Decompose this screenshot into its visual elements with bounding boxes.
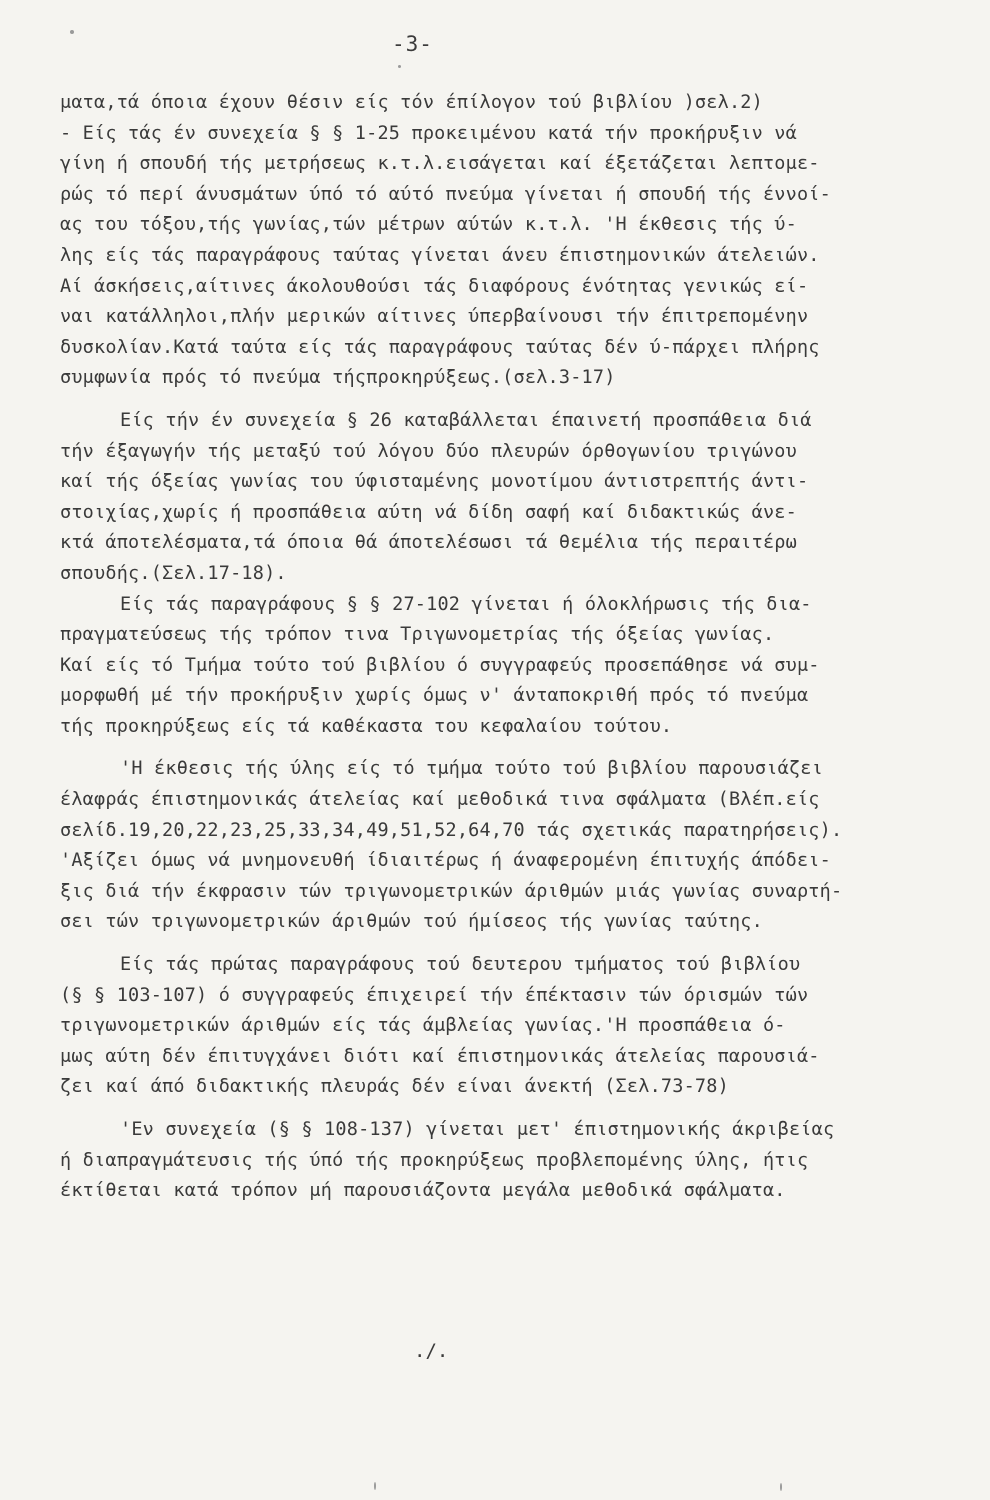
text-line: μορφωθή μέ τήν προκήρυξιν χωρίς όμως ν' άνταποκριθή πρός τό πνεύμα (60, 685, 809, 707)
text-line: ρώς τό περί άνυσμάτων ύπό τό αύτό πνεύμα γίνεται ή σπουδή τής έννοί- (60, 183, 831, 205)
scan-speck (374, 1482, 376, 1490)
text-line: σει τών τριγωνομετρικών άριθμών τού ήμίσεος τής γωνίας ταύτης. (60, 911, 763, 933)
text-line: (§ § 103-107) ό συγγραφεύς έπιχειρεί τήν έπέκτασιν τών όρισμών τών (60, 984, 809, 1006)
text-line: τήν έξαγωγήν τής μεταξύ τού λόγου δύο πλευρών όρθογωνίου τριγώνου (60, 440, 797, 462)
paragraph-5 (60, 950, 965, 1103)
text-line: συμφωνία πρός τό πνεύμα τήςπροκηρύξεως.(σελ.3-17) (60, 367, 616, 389)
text-line: ξις διά τήν έκφρασιν τών τριγωνομετρικών άριθμών μιάς γωνίας συναρτή- (60, 880, 843, 902)
text-line: στοιχίας,χωρίς ή προσπάθεια αύτη νά δίδη σαφή καί διδακτικώς άνε- (60, 501, 797, 523)
text-line: έκτίθεται κατά τρόπον μή παρουσιάζοντα μεγάλα μεθοδικά σφάλματα. (60, 1180, 786, 1202)
text-line: ζει καί άπό διδακτικής πλευράς δέν είναι άνεκτή (Σελ.73-78) (60, 1076, 729, 1098)
paragraph-6 (60, 1115, 965, 1207)
text-line: ματα,τά όποια έχουν θέσιν είς τόν έπίλογον τού βιβλίου )σελ.2) (60, 92, 763, 113)
text-line: ας του τόξου,τής γωνίας,τών μέτρων αύτών κ.τ.λ. 'Η έκθεσις τής ύ- (60, 214, 797, 236)
text-line: 'Εν συνεχεία (§ § 108-137) γίνεται μετ' έπιστημονικής άκριβείας (120, 1119, 835, 1140)
scan-speck (780, 1483, 782, 1491)
text-line: 'Η έκθεσις τής ύλης είς τό τμήμα τούτο τού βιβλίου παρουσιάζει (120, 758, 823, 780)
closing-mark: ./. (414, 1340, 449, 1362)
text-line: Είς τήν έν συνεχεία § 26 καταβάλλεται έπαινετή προσπάθεια διά (120, 409, 812, 431)
paragraph-4 (60, 754, 965, 938)
text-line: τριγωνομετρικών άριθμών είς τάς άμβλείας γωνίας.'Η προσπάθεια ό- (60, 1015, 786, 1037)
text-line: Καί είς τό Τμήμα τούτο τού βιβλίου ό συγγραφεύς προσεπάθησε νά συμ- (60, 654, 820, 676)
text-line: πραγματεύσεως τής τρόπον τινα Τριγωνομετρίας τής όξείας γωνίας. (60, 624, 775, 646)
page-number: -3- (392, 32, 433, 56)
text-line: σελίδ.19,20,22,23,25,33,34,49,51,52,64,70 τάς σχετικάς παρατηρήσεις). (60, 819, 843, 841)
text-line: γίνη ή σπουδή τής μετρήσεως κ.τ.λ.εισάγεται καί έξετάζεται λεπτομε- (60, 153, 820, 175)
text-line: καί τής όξείας γωνίας του ύφισταμένης μονοτίμου άντιστρεπτής άντι- (60, 471, 809, 493)
text-line: κτά άποτελέσματα,τά όποια θά άποτελέσωσι τά θεμέλια τής περαιτέρω (60, 532, 797, 554)
text-line: Είς τάς παραγράφους § § 27-102 γίνεται ή όλοκλήρωσις τής δια- (120, 593, 812, 615)
paragraph-1 (60, 88, 965, 394)
text-line: Αί άσκήσεις,αίτινες άκολουθούσι τάς διαφόρους ένότητας γενικώς εί- (60, 275, 809, 297)
text-line: - Είς τάς έν συνεχεία § § 1-25 προκειμένου κατά τήν προκήρυξιν νά (60, 122, 797, 144)
text-line: τής προκηρύξεως είς τά καθέκαστα του κεφαλαίου τούτου. (60, 715, 673, 737)
paragraph-3 (60, 590, 965, 743)
text-line: δυσκολίαν.Κατά ταύτα είς τάς παραγράφους ταύτας δέν ύ-πάρχει πλήρης (60, 336, 820, 358)
scan-speck (398, 65, 401, 68)
text-line: σπουδής.(Σελ.17-18). (60, 562, 287, 584)
text-line: μως αύτη δέν έπιτυγχάνει διότι καί έπιστημονικάς άτελείας παρουσιά- (60, 1045, 820, 1067)
text-line: 'Αξίζει όμως νά μνημονευθή ίδιαιτέρως ή άναφερομένη έπιτυχής άπόδει- (60, 850, 831, 872)
text-line: ή διαπραγμάτευσις τής ύπό τής προκηρύξεως προβλεπομένης ύλης, ήτις (60, 1149, 809, 1171)
paragraph-2 (60, 406, 965, 590)
text-line: Είς τάς πρώτας παραγράφους τού δευτερου τμήματος τού βιβλίου (120, 954, 801, 976)
scan-speck (70, 30, 74, 34)
text-line: έλαφράς έπιστημονικάς άτελείας καί μεθοδικά τινα σφάλματα (Βλέπ.είς (60, 789, 820, 811)
text-line: ναι κατάλληλοι,πλήν μερικών αίτινες ύπερβαίνουσι τήν έπιτρεπομένην (60, 306, 809, 328)
text-line: λης είς τάς παραγράφους ταύτας γίνεται άνευ έπιστημονικών άτελειών. (60, 244, 820, 266)
document-body (60, 88, 965, 1207)
